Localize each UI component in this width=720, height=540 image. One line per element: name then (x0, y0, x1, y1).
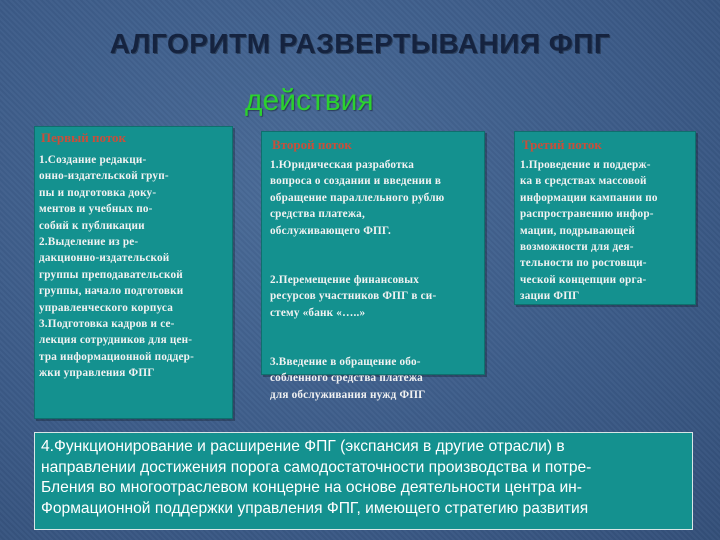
third-flow-box (514, 131, 696, 305)
second-flow-body: 1.Юридическая разработка вопроса о создании и введении в обращение параллельного рублю средства платежа, обслуживающего ФПГ. 2.Перемещение финансовых ресурсов участников ФПГ в си- стему «банк «…..» 3.Введение в обращение обо- собленного средства платежа для обслуживания нужд ФПГ (270, 159, 445, 401)
slide-subtitle: действия (245, 84, 374, 117)
first-flow-heading: Первый поток (41, 130, 127, 145)
third-flow-body: 1.Проведение и поддерж- ка в средствах массовой информации кампании по распространению инфор- мации, подрывающей возможности для дея- тельности по ростовщи- ческой концепции орга- зации ФПГ (520, 159, 658, 303)
second-flow-box (261, 131, 485, 401)
first-flow-box (34, 126, 233, 419)
slide-title: АЛГОРИТМ РАЗВЕРТЫВАНИЯ ФПГ (109, 28, 611, 59)
third-flow-heading: Третий поток (522, 137, 602, 152)
second-flow-heading: Второй поток (272, 137, 352, 152)
first-flow-body: 1.Создание редакци- онно-издательской груп- пы и подготовка доку- ментов и учебных по- собий к публикации 2.Выделение из ре- дакционно-издательской группы преподавательской группы, начало подготовки управленческого корпуса 3.Подготовка кадров и се- лекция сотрудников для цен- тра информационной поддер- жки управления ФПГ (39, 154, 195, 380)
fourth-step-box: 4.Функционирование и расширение ФПГ (экспансия в другие отрасли) в направлении достижения порога самодостаточности производства и потре- Бления во многоотраслевом концерне на основе деятельности центра ин- Формационной поддержки управления ФПГ, имеющего стратегию развития (34, 432, 693, 530)
